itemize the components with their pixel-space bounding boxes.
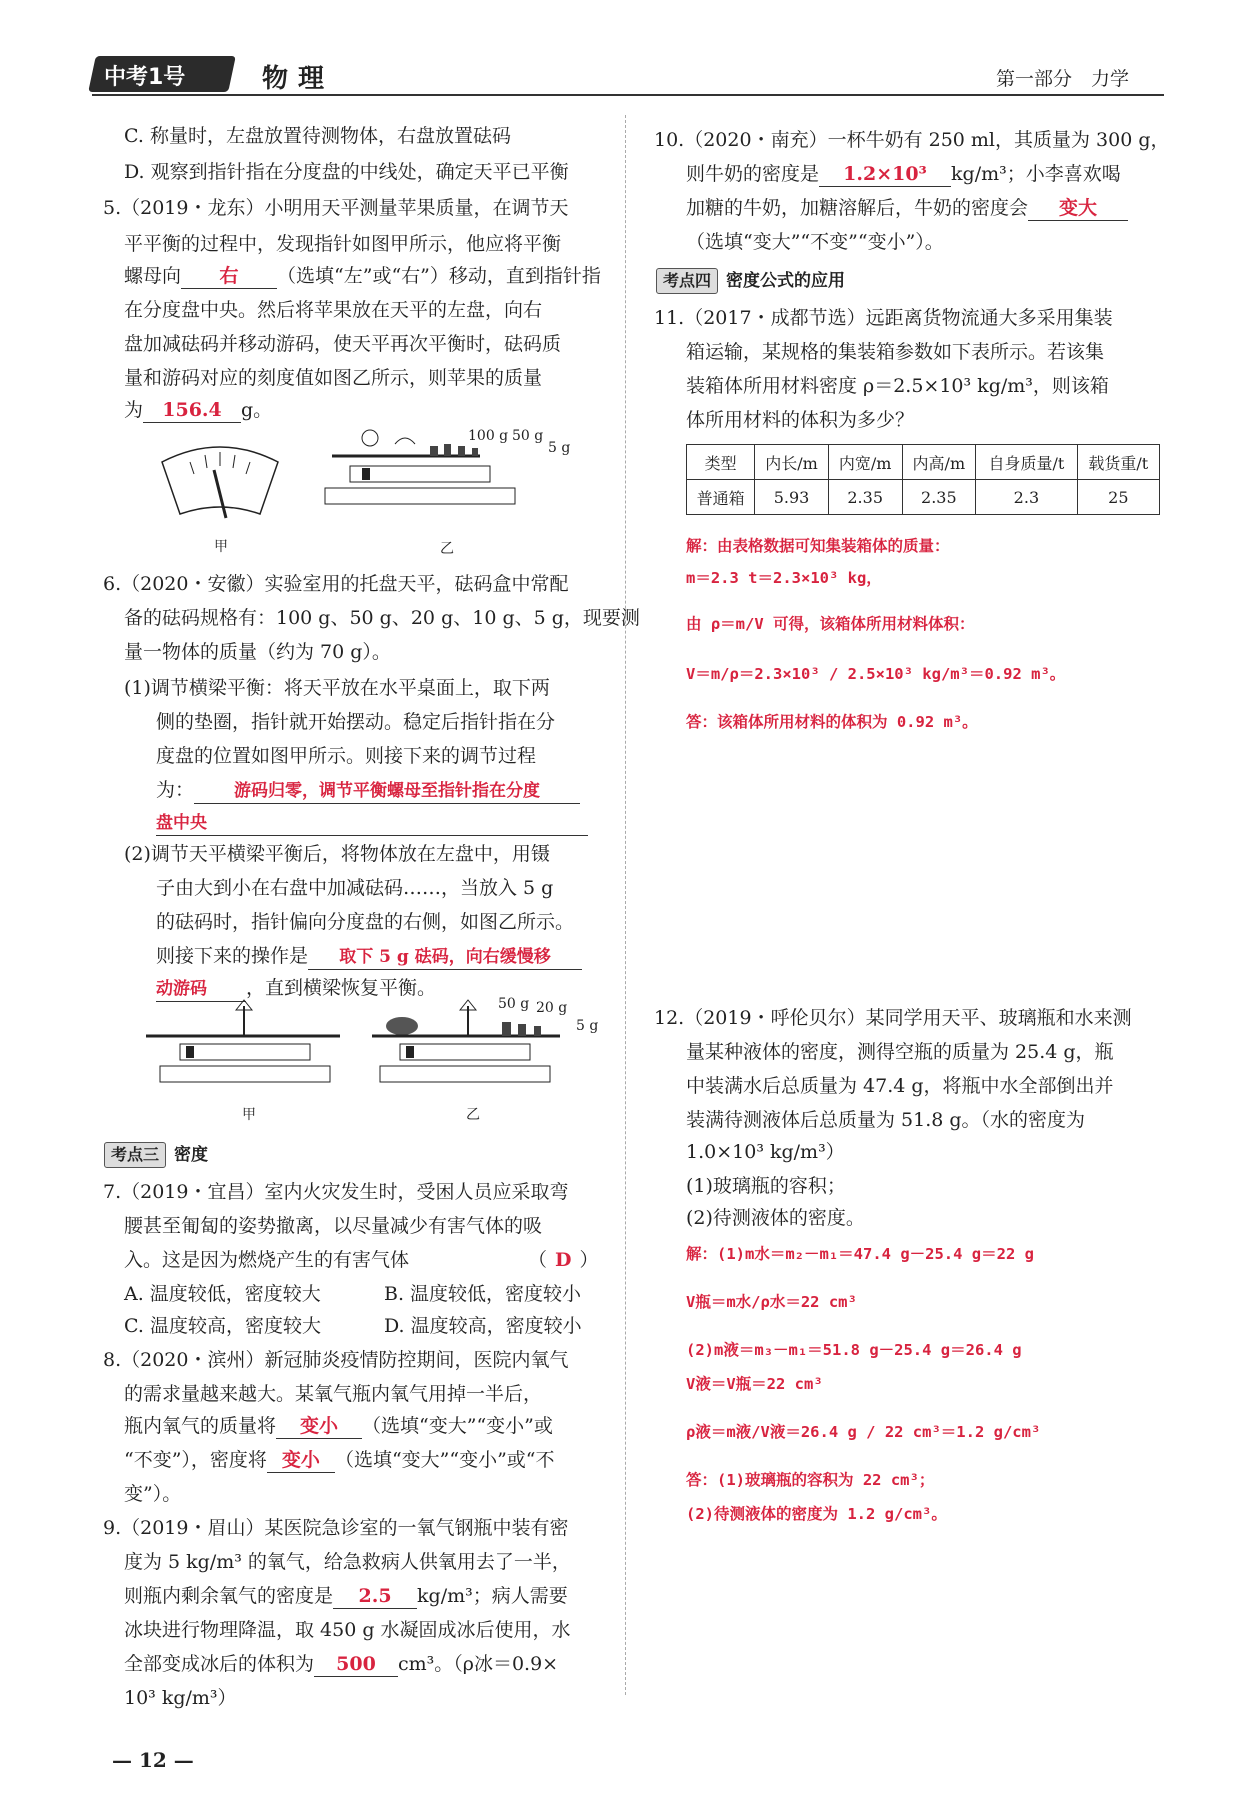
q4-option-c: C. 称量时，左盘放置待测物体，右盘放置砝码	[124, 125, 511, 147]
q6-weight-label: 5 g	[576, 1018, 599, 1034]
q4-option-d: D. 观察到指针指在分度盘的中线处，确定天平已平衡	[124, 161, 569, 183]
table-header: 载货重/t	[1077, 445, 1159, 480]
table-row	[687, 445, 1160, 480]
q12-line: 1.0×10³ kg/m³）	[686, 1141, 845, 1163]
q5-line: 在分度盘中央。然后将苹果放在天平的左盘，向右	[124, 299, 543, 321]
q12-line: (1)玻璃瓶的容积；	[686, 1175, 846, 1197]
q11-solution-line: V＝m/ρ＝2.3×10³ / 2.5×10³ kg/m³＝0.92 m³。	[686, 665, 1066, 683]
q5-line: 螺母向 右 （选填“左”或“右”）移动，直到指针指	[124, 265, 601, 287]
q7-line: 入。这是因为燃烧产生的有害气体	[124, 1249, 410, 1271]
q6-line: 的砝码时，指针偏向分度盘的右侧，如图乙所示。	[156, 911, 575, 933]
table-cell: 2.35	[828, 480, 902, 515]
q7-line: 7.（2019・宜昌）室内火灾发生时，受困人员应采取弯	[103, 1181, 569, 1203]
table-cell: 5.93	[755, 480, 829, 515]
q6-answer-2b: 动游码	[156, 977, 246, 1002]
table-row	[687, 480, 1160, 515]
q11-line: 体所用材料的体积为多少？	[686, 409, 915, 431]
q7-option: A. 温度较低，密度较大	[124, 1283, 321, 1305]
q6-answer-1b: 盘中央	[156, 811, 588, 836]
q6-line: 度盘的位置如图甲所示。则接下来的调节过程	[156, 745, 537, 767]
q5-answer-1: 右	[181, 264, 277, 289]
q5-line: 为 156.4 g。	[124, 399, 273, 421]
header-subject: 物理	[262, 64, 335, 94]
table-header: 内宽/m	[828, 445, 902, 480]
q6-line: 量一物体的质量（约为 70 g）。	[124, 641, 391, 663]
table-header: 内高/m	[902, 445, 976, 480]
section-title: 密度	[174, 1145, 209, 1165]
q6-line: 6.（2020・安徽）实验室用的托盘天平，砝码盒中常配	[103, 573, 569, 595]
q11-solution-line: 解：由表格数据可知集装箱体的质量：	[686, 537, 950, 555]
q12-line: 量某种液体的密度，测得空瓶的质量为 25.4 g，瓶	[686, 1041, 1114, 1063]
q6-answer-2a: 取下 5 g 砝码，向右缓慢移	[308, 945, 582, 970]
table-cell: 普通箱	[687, 480, 755, 515]
q10-line: 10.（2020・南充）一杯牛奶有 250 ml，其质量为 300 g，	[654, 129, 1170, 151]
q7-answer: D	[555, 1249, 572, 1271]
q6-line: 备的砝码规格有：100 g、50 g、20 g、10 g、5 g，现要测	[124, 607, 640, 629]
q12-line: 装满待测液体后总质量为 51.8 g。（水的密度为	[686, 1109, 1086, 1131]
column-divider	[625, 115, 627, 1695]
q12-solution-line: 解：(1)m水＝m₂－m₁＝47.4 g－25.4 g＝22 g	[686, 1245, 1034, 1263]
q8-line: “不变”），密度将 变小 （选填“变大”“变小”或“不	[124, 1449, 555, 1471]
q8-line: 变”）。	[124, 1483, 182, 1505]
header-section: 第一部分 力学	[996, 68, 1130, 90]
q9-answer-2: 500	[314, 1652, 398, 1677]
q11-solution-line: m＝2.3 t＝2.3×10³ kg，	[686, 569, 882, 587]
q11-solution-line: 答：该箱体所用材料的体积为 0.92 m³。	[686, 713, 978, 731]
q7-option: D. 温度较高，密度较小	[384, 1315, 582, 1337]
q10-answer-2: 变大	[1028, 196, 1128, 221]
q5-weight-label: 50 g	[512, 428, 544, 444]
table-header: 自身质量/t	[976, 445, 1077, 480]
q12-line: (2)待测液体的密度。	[686, 1207, 865, 1229]
q12-solution-line: (2)待测液体的密度为 1.2 g/cm³。	[686, 1505, 947, 1523]
q6-line: 侧的垫圈，指针就开始摆动。稳定后指针指在分	[156, 711, 556, 733]
q10-line: 加糖的牛奶，加糖溶解后，牛奶的密度会 变大	[686, 196, 1128, 221]
q12-line: 12.（2019・呼伦贝尔）某同学用天平、玻璃瓶和水来测	[654, 1007, 1132, 1029]
table-header: 类型	[687, 445, 755, 480]
q8-line: 的需求量越来越大。某氧气瓶内氧气用掉一半后，	[124, 1383, 543, 1405]
balance-yi	[372, 1000, 560, 1082]
q11-table	[686, 444, 1160, 515]
q5-line: 盘加减砝码并移动游码，使天平再次平衡时，砝码质	[124, 333, 562, 355]
balance-jia	[146, 1000, 340, 1082]
section-heading-3	[104, 1140, 208, 1170]
q6-line: (1)调节横梁平衡：将天平放在水平桌面上，取下两	[124, 677, 550, 699]
q8-line: 瓶内氧气的质量将 变小 （选填“变大”“变小”或	[124, 1415, 553, 1437]
q6-weight-label: 50 g	[498, 996, 530, 1012]
q11-line: 11.（2017・成都节选）远距离货物流通大多采用集装	[654, 307, 1113, 329]
q10-line: （选填“变大”“不变”“变小”）。	[686, 231, 944, 253]
q5-fig-label-yi: 乙	[440, 541, 454, 557]
q5-fig-label-jia: 甲	[214, 539, 228, 555]
q6-fig-label-yi: 乙	[466, 1107, 480, 1123]
q6-weight-label: 20 g	[536, 1000, 568, 1016]
q12-solution-line: V瓶＝m水/ρ水＝22 cm³	[686, 1293, 857, 1311]
scale-dial-jia	[162, 447, 278, 518]
table-cell: 2.35	[902, 480, 976, 515]
q9-line: 则瓶内剩余氧气的密度是 2.5 kg/m³；病人需要	[124, 1585, 568, 1607]
q5-answer-2: 156.4	[143, 398, 241, 423]
q7-answer-bracket: （ D ）	[528, 1249, 599, 1271]
q12-solution-line: ρ液＝m液/V液＝26.4 g / 22 cm³＝1.2 g/cm³	[686, 1423, 1041, 1441]
q6-line	[156, 810, 588, 836]
section-heading-4	[656, 266, 845, 296]
section-title: 密度公式的应用	[726, 271, 846, 291]
q8-answer-1: 变小	[276, 1414, 362, 1439]
header-brand-text: 中考1号	[104, 65, 186, 90]
q6-line: 子由大到小在右盘中加减砝码……，当放入 5 g	[156, 877, 554, 899]
q11-solution-line: 由 ρ＝m/V 可得，该箱体所用材料体积：	[686, 615, 975, 633]
q9-line: 9.（2019・眉山）某医院急诊室的一氧气钢瓶中装有密	[103, 1517, 569, 1539]
q5-line: 量和游码对应的刻度值如图乙所示，则苹果的质量	[124, 367, 543, 389]
q7-option: C. 温度较高，密度较大	[124, 1315, 321, 1337]
q5-weight-label: 100 g	[468, 428, 509, 444]
q9-line: 10³ kg/m³）	[124, 1687, 237, 1709]
q11-line: 箱运输，某规格的集装箱参数如下表所示。若该集	[686, 341, 1105, 363]
table-cell: 25	[1077, 480, 1159, 515]
q5-weight-label: 5 g	[548, 440, 571, 456]
q11-line: 装箱体所用材料密度 ρ＝2.5×10³ kg/m³，则该箱	[686, 375, 1109, 397]
q8-answer-2: 变小	[267, 1448, 335, 1473]
q5-line: 5.（2019・龙东）小明用天平测量苹果质量，在调节天	[103, 197, 569, 219]
q5-line: 平平衡的过程中，发现指针如图甲所示，他应将平衡	[124, 233, 562, 255]
q9-line: 冰块进行物理降温，取 450 g 水凝固成冰后使用，水	[124, 1619, 571, 1641]
q6-line: 动游码 ，直到横梁恢复平衡。	[156, 976, 436, 1002]
section-tag: 考点四	[656, 268, 718, 294]
q6-line: 为： 游码归零，调节平衡螺母至指针指在分度	[156, 778, 580, 804]
q7-line: 腰甚至匍匐的姿势撤离，以尽量减少有害气体的吸	[124, 1215, 543, 1237]
q10-answer-1: 1.2×10³	[819, 162, 951, 187]
page-number: — 12 —	[112, 1748, 194, 1772]
q6-line: (2)调节天平横梁平衡后，将物体放在左盘中，用镊	[124, 843, 550, 865]
q9-line: 全部变成冰后的体积为 500 cm³。（ρ冰＝0.9×	[124, 1653, 559, 1675]
q9-answer-1: 2.5	[333, 1584, 417, 1609]
q7-option: B. 温度较低，密度较小	[384, 1283, 582, 1305]
q10-line: 则牛奶的密度是 1.2×10³ kg/m³；小李喜欢喝	[686, 163, 1121, 185]
q8-line: 8.（2020・滨州）新冠肺炎疫情防控期间，医院内氧气	[103, 1349, 569, 1371]
q9-line: 度为 5 kg/m³ 的氧气，给急救病人供氧用去了一半，	[124, 1551, 571, 1573]
table-cell: 2.3	[976, 480, 1077, 515]
q12-solution-line: (2)m液＝m₃－m₁＝51.8 g－25.4 g＝26.4 g	[686, 1341, 1022, 1359]
q12-solution-line: V液＝V瓶＝22 cm³	[686, 1375, 823, 1393]
q6-line: 则接下来的操作是 取下 5 g 砝码，向右缓慢移	[156, 944, 582, 970]
q6-figure	[140, 998, 600, 1102]
q12-solution-line: 答：(1)玻璃瓶的容积为 22 cm³；	[686, 1471, 935, 1489]
header-rule	[92, 94, 1164, 96]
section-tag: 考点三	[104, 1142, 166, 1168]
table-header: 内长/m	[755, 445, 829, 480]
q12-line: 中装满水后总质量为 47.4 g，将瓶中水全部倒出并	[686, 1075, 1114, 1097]
q6-fig-label-jia: 甲	[242, 1107, 256, 1123]
q6-answer-1a: 游码归零，调节平衡螺母至指针指在分度	[194, 779, 580, 804]
